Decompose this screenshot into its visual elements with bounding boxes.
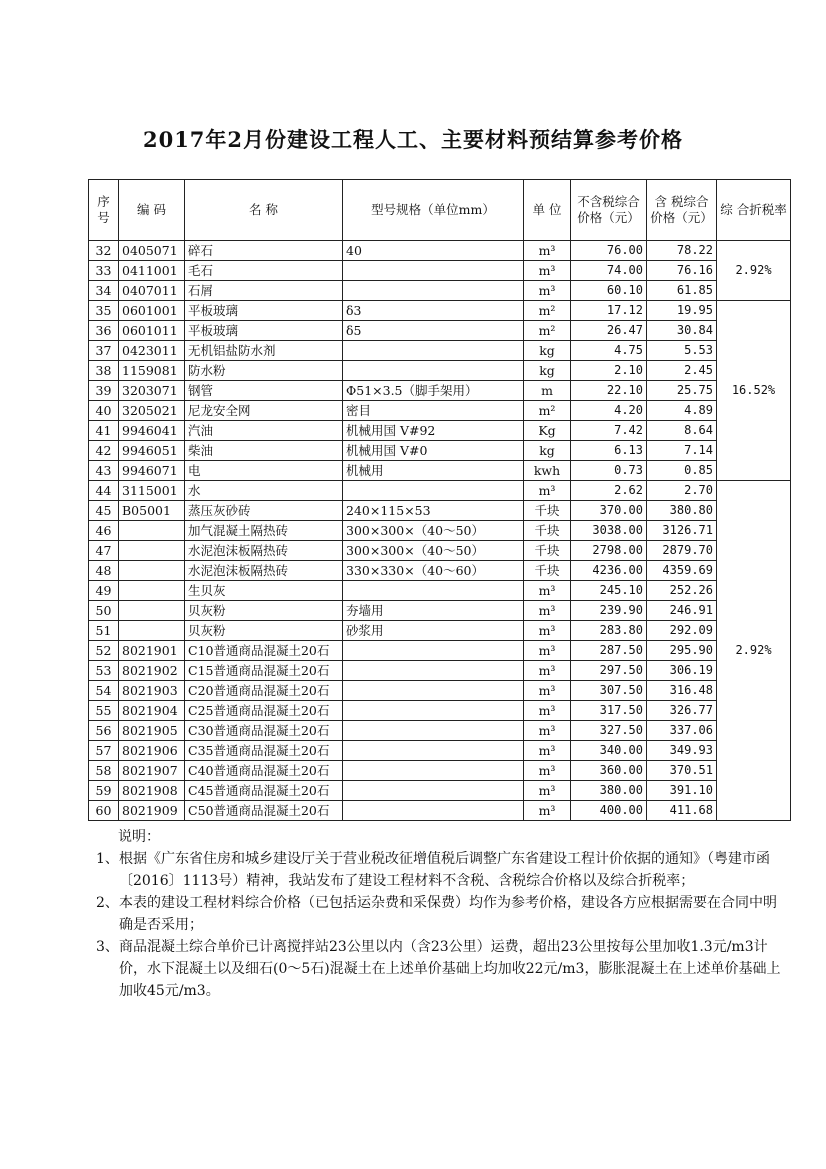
table-row [89,501,791,521]
row-code: 0601001 [119,301,185,321]
row-spec [343,261,524,281]
row-spec [343,701,524,721]
row-unit: 千块 [524,561,571,581]
row-price-excl-tax: 245.10 [571,581,647,601]
row-code [119,561,185,581]
row-name: 无机铝盐防水剂 [185,341,343,361]
row-name: 蒸压灰砂砖 [185,501,343,521]
table-row [89,381,791,401]
row-seq: 43 [89,461,119,481]
row-price-incl-tax: 370.51 [647,761,717,781]
row-name: 贝灰粉 [185,601,343,621]
row-tax-rate: 2.92% [717,241,791,301]
row-code: 8021907 [119,761,185,781]
row-spec [343,801,524,821]
row-code [119,541,185,561]
row-seq: 51 [89,621,119,641]
row-name: 水泥泡沫板隔热砖 [185,541,343,561]
row-name: 尼龙安全网 [185,401,343,421]
row-price-incl-tax: 337.06 [647,721,717,741]
table-row [89,461,791,481]
row-price-incl-tax: 76.16 [647,261,717,281]
row-spec [343,341,524,361]
table-row [89,341,791,361]
row-spec [343,361,524,381]
row-price-incl-tax: 306.19 [647,661,717,681]
table-row [89,661,791,681]
row-price-excl-tax: 360.00 [571,761,647,781]
row-unit: kwh [524,461,571,481]
row-price-excl-tax: 2.62 [571,481,647,501]
row-price-incl-tax: 349.93 [647,741,717,761]
price-table [88,179,791,821]
row-price-incl-tax: 391.10 [647,781,717,801]
row-spec: δ3 [343,301,524,321]
table-row [89,581,791,601]
row-price-excl-tax: 4.75 [571,341,647,361]
table-row [89,521,791,541]
note-item [96,936,786,1002]
row-name: 防水粉 [185,361,343,381]
row-price-excl-tax: 6.13 [571,441,647,461]
header-name: 名 称 [185,180,343,241]
row-price-incl-tax: 2.45 [647,361,717,381]
row-price-incl-tax: 5.53 [647,341,717,361]
row-spec [343,641,524,661]
row-seq: 59 [89,781,119,801]
row-name: 电 [185,461,343,481]
row-code [119,601,185,621]
row-code: 8021901 [119,641,185,661]
row-price-incl-tax: 295.90 [647,641,717,661]
table-row [89,441,791,461]
row-spec [343,761,524,781]
row-name: C45普通商品混凝土20石 [185,781,343,801]
row-spec [343,721,524,741]
row-code: 8021908 [119,781,185,801]
row-price-incl-tax: 8.64 [647,421,717,441]
notes-section [96,826,786,1002]
row-unit: m³ [524,801,571,821]
row-spec [343,741,524,761]
row-unit: 千块 [524,541,571,561]
row-unit: m [524,381,571,401]
table-row [89,401,791,421]
row-seq: 39 [89,381,119,401]
row-seq: 60 [89,801,119,821]
row-price-incl-tax: 292.09 [647,621,717,641]
table-row [89,761,791,781]
row-code: 3205021 [119,401,185,421]
row-spec: 40 [343,241,524,261]
row-spec [343,481,524,501]
row-price-incl-tax: 3126.71 [647,521,717,541]
row-spec [343,781,524,801]
row-price-excl-tax: 340.00 [571,741,647,761]
row-price-excl-tax: 283.80 [571,621,647,641]
row-price-excl-tax: 7.42 [571,421,647,441]
row-name: C20普通商品混凝土20石 [185,681,343,701]
table-row [89,781,791,801]
row-name: 加气混凝土隔热砖 [185,521,343,541]
row-unit: m³ [524,481,571,501]
table-row [89,261,791,281]
row-price-incl-tax: 7.14 [647,441,717,461]
row-unit: m³ [524,721,571,741]
row-name: C15普通商品混凝土20石 [185,661,343,681]
row-seq: 34 [89,281,119,301]
row-code: 1159081 [119,361,185,381]
table-row [89,721,791,741]
row-price-incl-tax: 252.26 [647,581,717,601]
row-spec: 机械用国 V#92 [343,421,524,441]
row-price-excl-tax: 380.00 [571,781,647,801]
row-spec [343,581,524,601]
row-unit: kg [524,361,571,381]
row-price-incl-tax: 411.68 [647,801,717,821]
row-name: 平板玻璃 [185,301,343,321]
row-seq: 54 [89,681,119,701]
table-row [89,641,791,661]
row-price-excl-tax: 76.00 [571,241,647,261]
row-unit: m³ [524,601,571,621]
row-seq: 37 [89,341,119,361]
row-seq: 47 [89,541,119,561]
row-price-excl-tax: 317.50 [571,701,647,721]
row-spec [343,681,524,701]
row-name: C10普通商品混凝土20石 [185,641,343,661]
row-seq: 55 [89,701,119,721]
row-name: C25普通商品混凝土20石 [185,701,343,721]
row-code [119,521,185,541]
row-seq: 42 [89,441,119,461]
row-price-incl-tax: 19.95 [647,301,717,321]
row-price-excl-tax: 2.10 [571,361,647,381]
note-item [96,848,786,892]
page-title: 2017年2月份建设工程人工、主要材料预结算参考价格 [142,127,684,152]
row-spec: 300×300×（40～50） [343,541,524,561]
row-price-incl-tax: 380.80 [647,501,717,521]
row-unit: m³ [524,241,571,261]
row-unit: m² [524,321,571,341]
notes-heading: 说明： [118,829,160,845]
row-unit: m³ [524,781,571,801]
table-row [89,241,791,261]
table-row [89,301,791,321]
note-text: 根据《广东省住房和城乡建设厅关于营业税改征增值税后调整广东省建设工程计价依据的通知》（粤建市函〔2016〕1113号）精神，我站发布了建设工程材料不含税、含税综合价格以及综合折税率； [119,851,770,889]
row-seq: 58 [89,761,119,781]
row-unit: m³ [524,641,571,661]
row-seq: 36 [89,321,119,341]
row-price-excl-tax: 327.50 [571,721,647,741]
row-seq: 45 [89,501,119,521]
row-spec: δ5 [343,321,524,341]
table-row [89,621,791,641]
row-code: 0405071 [119,241,185,261]
row-price-excl-tax: 3038.00 [571,521,647,541]
row-name: C30普通商品混凝土20石 [185,721,343,741]
row-price-incl-tax: 78.22 [647,241,717,261]
row-price-incl-tax: 25.75 [647,381,717,401]
row-price-excl-tax: 22.10 [571,381,647,401]
row-spec: 密目 [343,401,524,421]
row-unit: Kg [524,421,571,441]
row-unit: 千块 [524,521,571,541]
row-code: 9946071 [119,461,185,481]
row-price-excl-tax: 370.00 [571,501,647,521]
row-price-excl-tax: 0.73 [571,461,647,481]
table-row [89,681,791,701]
row-name: 平板玻璃 [185,321,343,341]
row-price-incl-tax: 4.89 [647,401,717,421]
row-name: 钢管 [185,381,343,401]
row-seq: 33 [89,261,119,281]
row-price-excl-tax: 60.10 [571,281,647,301]
row-seq: 49 [89,581,119,601]
table-row [89,701,791,721]
row-price-excl-tax: 26.47 [571,321,647,341]
row-price-incl-tax: 2.70 [647,481,717,501]
table-row [89,281,791,301]
row-seq: 35 [89,301,119,321]
row-name: 水泥泡沫板隔热砖 [185,561,343,581]
row-price-excl-tax: 287.50 [571,641,647,661]
row-unit: m³ [524,681,571,701]
table-row [89,801,791,821]
row-name: 生贝灰 [185,581,343,601]
row-seq: 48 [89,561,119,581]
row-price-incl-tax: 326.77 [647,701,717,721]
note-number: 3、 [96,939,119,955]
row-unit: m² [524,401,571,421]
table-body [89,241,791,821]
row-code: 0601011 [119,321,185,341]
row-spec: 砂浆用 [343,621,524,641]
row-unit: m³ [524,741,571,761]
row-price-excl-tax: 400.00 [571,801,647,821]
row-seq: 56 [89,721,119,741]
row-unit: m³ [524,661,571,681]
row-spec: Φ51×3.5（脚手架用） [343,381,524,401]
row-spec: 300×300×（40～50） [343,521,524,541]
row-price-incl-tax: 30.84 [647,321,717,341]
note-text: 商品混凝土综合单价已计离搅拌站23公里以内（含23公里）运费，超出23公里按每公里加收1.3元/m3计价，水下混凝土以及细石(0～5石)混凝土在上述单价基础上均加收22元/m3，膨胀混凝土在上述单价基础上加收45元/m3。 [119,939,781,999]
row-code [119,581,185,601]
table-row [89,601,791,621]
table-row [89,361,791,381]
row-name: 汽油 [185,421,343,441]
row-price-excl-tax: 4236.00 [571,561,647,581]
row-code: 3115001 [119,481,185,501]
table-row [89,321,791,341]
header-price-incl-tax: 含 税综合价格（元） [647,180,717,241]
row-price-excl-tax: 17.12 [571,301,647,321]
row-price-excl-tax: 2798.00 [571,541,647,561]
row-spec [343,281,524,301]
table-row [89,541,791,561]
row-spec: 机械用国 V#0 [343,441,524,461]
row-unit: 千块 [524,501,571,521]
table-header-row [89,180,791,241]
row-name: C40普通商品混凝土20石 [185,761,343,781]
header-seq: 序号 [89,180,119,241]
table-row [89,741,791,761]
row-name: 石屑 [185,281,343,301]
row-seq: 32 [89,241,119,261]
row-tax-rate: 2.92% [717,481,791,821]
row-unit: kg [524,441,571,461]
row-code: 9946051 [119,441,185,461]
row-seq: 46 [89,521,119,541]
row-seq: 52 [89,641,119,661]
row-seq: 40 [89,401,119,421]
row-name: 碎石 [185,241,343,261]
row-code: B05001 [119,501,185,521]
row-price-incl-tax: 61.85 [647,281,717,301]
header-spec: 型号规格（单位mm） [343,180,524,241]
row-code: 8021906 [119,741,185,761]
row-name: C35普通商品混凝土20石 [185,741,343,761]
row-unit: m³ [524,261,571,281]
row-spec: 夯墙用 [343,601,524,621]
row-unit: m³ [524,581,571,601]
row-price-incl-tax: 316.48 [647,681,717,701]
row-unit: m³ [524,621,571,641]
row-price-incl-tax: 246.91 [647,601,717,621]
row-seq: 41 [89,421,119,441]
row-price-excl-tax: 74.00 [571,261,647,281]
row-tax-rate: 16.52% [717,301,791,481]
row-spec: 330×330×（40～60） [343,561,524,581]
row-price-excl-tax: 4.20 [571,401,647,421]
note-number: 1、 [96,851,119,867]
row-price-incl-tax: 4359.69 [647,561,717,581]
row-price-excl-tax: 307.50 [571,681,647,701]
note-text: 本表的建设工程材料综合价格（已包括运杂费和采保费）均作为参考价格，建设各方应根据需要在合同中明确是否采用； [119,895,777,933]
row-code: 0411001 [119,261,185,281]
header-price-excl-tax: 不含税综合价格（元） [571,180,647,241]
header-code: 编 码 [119,180,185,241]
note-number: 2、 [96,895,119,911]
header-unit: 单 位 [524,180,571,241]
row-name: 贝灰粉 [185,621,343,641]
row-spec [343,661,524,681]
row-code: 9946041 [119,421,185,441]
note-item [96,892,786,936]
row-code: 8021902 [119,661,185,681]
row-name: 毛石 [185,261,343,281]
table-row [89,481,791,501]
row-code: 8021903 [119,681,185,701]
row-seq: 38 [89,361,119,381]
row-name: 柴油 [185,441,343,461]
table-row [89,421,791,441]
row-code: 0423011 [119,341,185,361]
row-code: 3203071 [119,381,185,401]
row-code: 8021909 [119,801,185,821]
row-code [119,621,185,641]
row-spec: 机械用 [343,461,524,481]
row-name: C50普通商品混凝土20石 [185,801,343,821]
row-spec: 240×115×53 [343,501,524,521]
row-seq: 53 [89,661,119,681]
row-code: 8021904 [119,701,185,721]
row-unit: m³ [524,761,571,781]
header-tax-rate: 综 合折税率 [717,180,791,241]
row-unit: m³ [524,701,571,721]
row-unit: m³ [524,281,571,301]
row-code: 8021905 [119,721,185,741]
row-price-incl-tax: 2879.70 [647,541,717,561]
row-price-excl-tax: 297.50 [571,661,647,681]
row-unit: kg [524,341,571,361]
row-code: 0407011 [119,281,185,301]
row-price-incl-tax: 0.85 [647,461,717,481]
row-seq: 57 [89,741,119,761]
row-name: 水 [185,481,343,501]
row-unit: m² [524,301,571,321]
row-seq: 44 [89,481,119,501]
row-price-excl-tax: 239.90 [571,601,647,621]
table-row [89,561,791,581]
row-seq: 50 [89,601,119,621]
